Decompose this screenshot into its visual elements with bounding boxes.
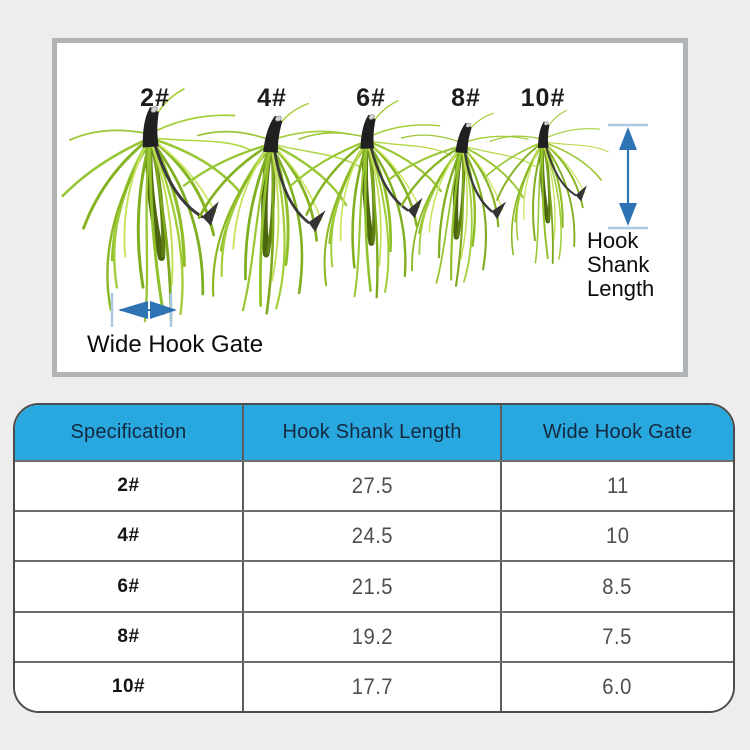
table-row xyxy=(15,510,733,560)
size-label-4: 4# xyxy=(257,84,287,112)
table-row xyxy=(15,611,733,661)
header-cell-hook-gate: Wide Hook Gate xyxy=(500,405,733,460)
gate-cell: 8.5 xyxy=(500,562,733,610)
header-cell-specification: Specification xyxy=(70,421,187,443)
spec-cell: 6# xyxy=(117,575,140,597)
table-row xyxy=(15,460,733,510)
size-label-8: 8# xyxy=(451,84,481,112)
hook-gate-caption: Wide Hook Gate xyxy=(87,331,264,358)
gate-cell: 6.0 xyxy=(500,663,733,711)
shank-length-arrow-icon xyxy=(608,125,648,228)
shank-cell: 19.2 xyxy=(242,613,500,661)
table-row xyxy=(15,560,733,610)
shank-length-caption: Hook Shank Length xyxy=(587,228,655,301)
shank-cell: 17.7 xyxy=(242,663,500,711)
header-cell-shank-length: Hook Shank Length xyxy=(242,405,500,460)
spec-cell: 4# xyxy=(117,525,140,547)
gate-cell: 11 xyxy=(500,462,733,510)
spec-cell: 8# xyxy=(117,625,140,647)
shank-cell: 27.5 xyxy=(242,462,500,510)
lure-photo-panel xyxy=(52,38,688,377)
specification-table xyxy=(13,403,735,713)
gate-cell: 10 xyxy=(500,512,733,560)
table-row xyxy=(15,661,733,711)
gate-cell: 7.5 xyxy=(500,613,733,661)
spec-cell: 10# xyxy=(111,675,146,697)
size-label-2: 2# xyxy=(140,84,170,112)
shank-cell: 24.5 xyxy=(242,512,500,560)
shank-cell: 21.5 xyxy=(242,562,500,610)
table-header-row xyxy=(15,405,733,460)
size-label-10: 10# xyxy=(520,84,566,112)
size-label-6: 6# xyxy=(356,84,386,112)
spec-cell: 2# xyxy=(117,475,140,497)
